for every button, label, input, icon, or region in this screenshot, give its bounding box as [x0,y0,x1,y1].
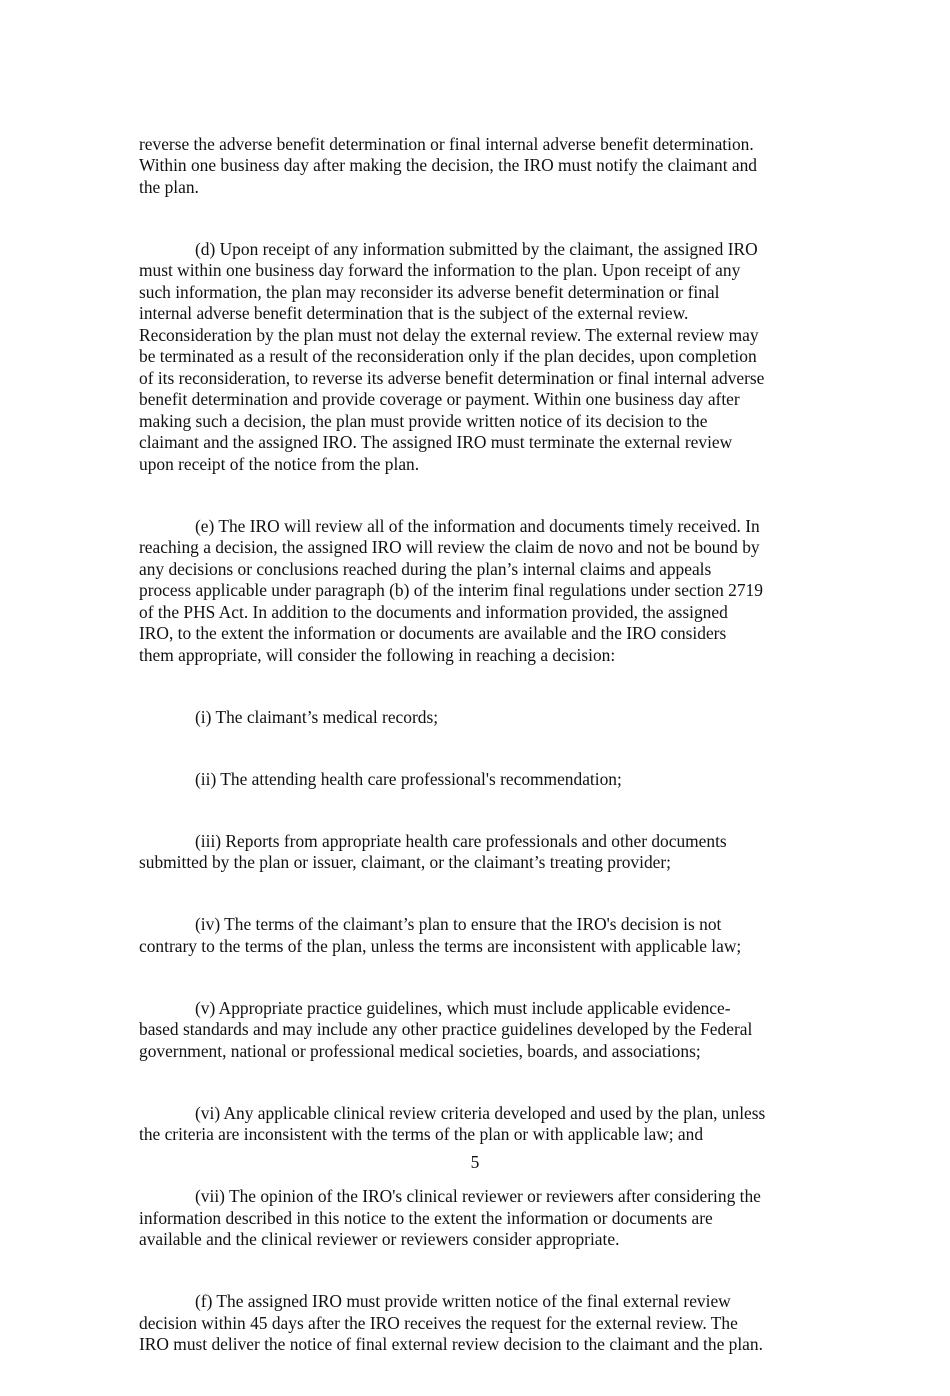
list-item-iv: (iv) The terms of the claimant’s plan to ensure that the IRO's decision is not contrary to the terms of the plan, unless the terms are inconsistent with applicable law; [139,914,742,956]
page-number: 5 [470,1152,480,1172]
list-item-v: (v) Appropriate practice guidelines, which must include applicable evidence- based standards and may include any other practice guidelines developed by the Federal government, national or professional medical societies, boards, and associations; [139,997,753,1061]
document-body [139,112,814,1396]
list-item-i: (i) The claimant’s medical records; [195,706,439,727]
paragraph-continuation: reverse the adverse benefit determination or final internal adverse benefit determination. Within one business day after making the decision, the IRO must notify the claimant and the plan. [139,133,757,197]
paragraph-d: (d) Upon receipt of any information submitted by the claimant, the assigned IRO must within one business day forward the information to the plan. Upon receipt of any such information, the plan may reconsider its adverse benefit determination or final internal adverse benefit determination that is the subject of the external review. Reconsideration by the plan must not delay the external review. The external review may be terminated as a result of the reconsideration only if the plan decides, upon completion of its reconsideration, to reverse its adverse benefit determination or final internal adverse benefit determination and provide coverage or payment. Within one business day after making such a decision, the plan must provide written notice of its decision to the claimant and the assigned IRO. The assigned IRO must terminate the external review upon receipt of the notice from the plan. [139,238,765,474]
paragraph-f: (f) The assigned IRO must provide written notice of the final external review decision within 45 days after the IRO receives the request for the external review. The IRO must deliver the notice of final external review decision to the claimant and the plan. [139,1291,763,1354]
list-item-ii: (ii) The attending health care professional's recommendation; [195,768,622,789]
paragraph-e: (e) The IRO will review all of the information and documents timely received. In reaching a decision, the assigned IRO will review the claim de novo and not be bound by any decisions or conclusions reached during the plan’s internal claims and appeals process applicable under paragraph (b) of the interim final regulations under section 2719 of the PHS Act. In addition to the documents and information provided, the assigned IRO, to the extent the information or documents are available and the IRO considers them appropriate, will consider the following in reaching a decision: [139,515,763,665]
list-item-iii: (iii) Reports from appropriate health care professionals and other documents submitted by the plan or issuer, claimant, or the claimant’s treating provider; [139,830,727,872]
list-item-vi: (vi) Any applicable clinical review criteria developed and used by the plan, unless the criteria are inconsistent with the terms of the plan or with applicable law; and [139,1102,766,1144]
list-item-vii: (vii) The opinion of the IRO's clinical reviewer or reviewers after considering the information described in this notice to the extent the information or documents are available and the clinical reviewer or reviewers consider appropriate. [139,1186,761,1249]
